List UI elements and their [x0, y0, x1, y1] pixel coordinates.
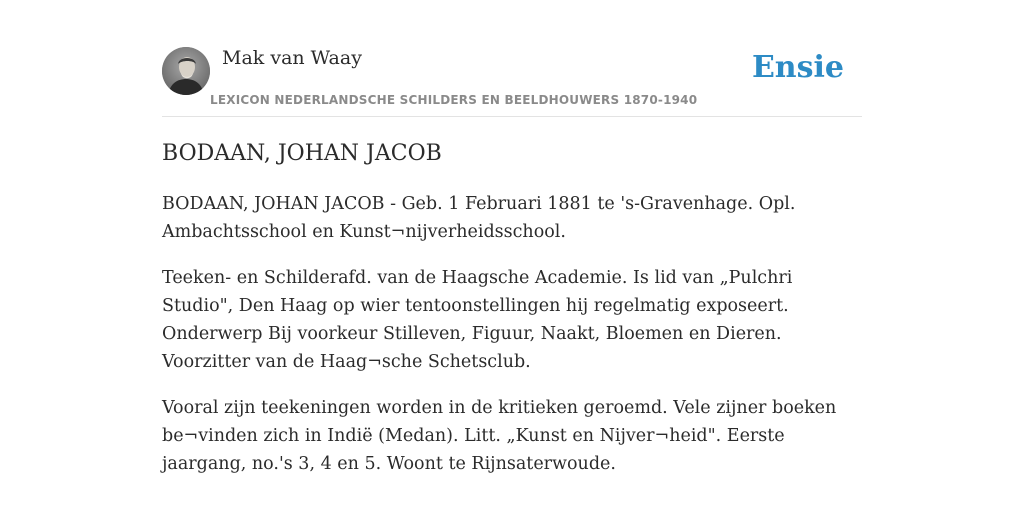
lexicon-title[interactable]: LEXICON NEDERLANDSCHE SCHILDERS EN BEELDHOUWERS 1870-1940: [210, 93, 698, 107]
portrait-icon: [162, 47, 210, 95]
brand-logo[interactable]: Ensie: [751, 50, 844, 85]
article: [162, 138, 862, 496]
article-title: BODAAN, JOHAN JACOB: [162, 141, 442, 166]
article-paragraph-1: BODAAN, JOHAN JACOB - Geb. 1 Februari 1881 te 's-Gravenhage. Opl. Ambachtsschool en Kunst¬nijverheidsschool.: [162, 194, 796, 242]
article-paragraph-2: Teeken- en Schilderafd. van de Haagsche Academie. Is lid van „Pulchri Studio", Den Haag op wier tentoonstellingen hij regelmatig exposeert. Onderwerp Bij voorkeur Stilleven, Figuur, Naakt, Bloemen en Dieren. Voorzitter van de Haag¬sche Schetsclub.: [162, 268, 793, 372]
author-avatar[interactable]: [162, 47, 210, 95]
header: [162, 46, 862, 117]
article-paragraph-3: Vooral zijn teekeningen worden in de kritieken geroemd. Vele zijner boeken be¬vinden zich in Indië (Medan). Litt. „Kunst en Nijver¬heid". Eerste jaargang, no.'s 3, 4 en 5. Woont te Rijnsaterwoude.: [162, 398, 837, 474]
author-name[interactable]: Mak van Waay: [222, 47, 362, 69]
